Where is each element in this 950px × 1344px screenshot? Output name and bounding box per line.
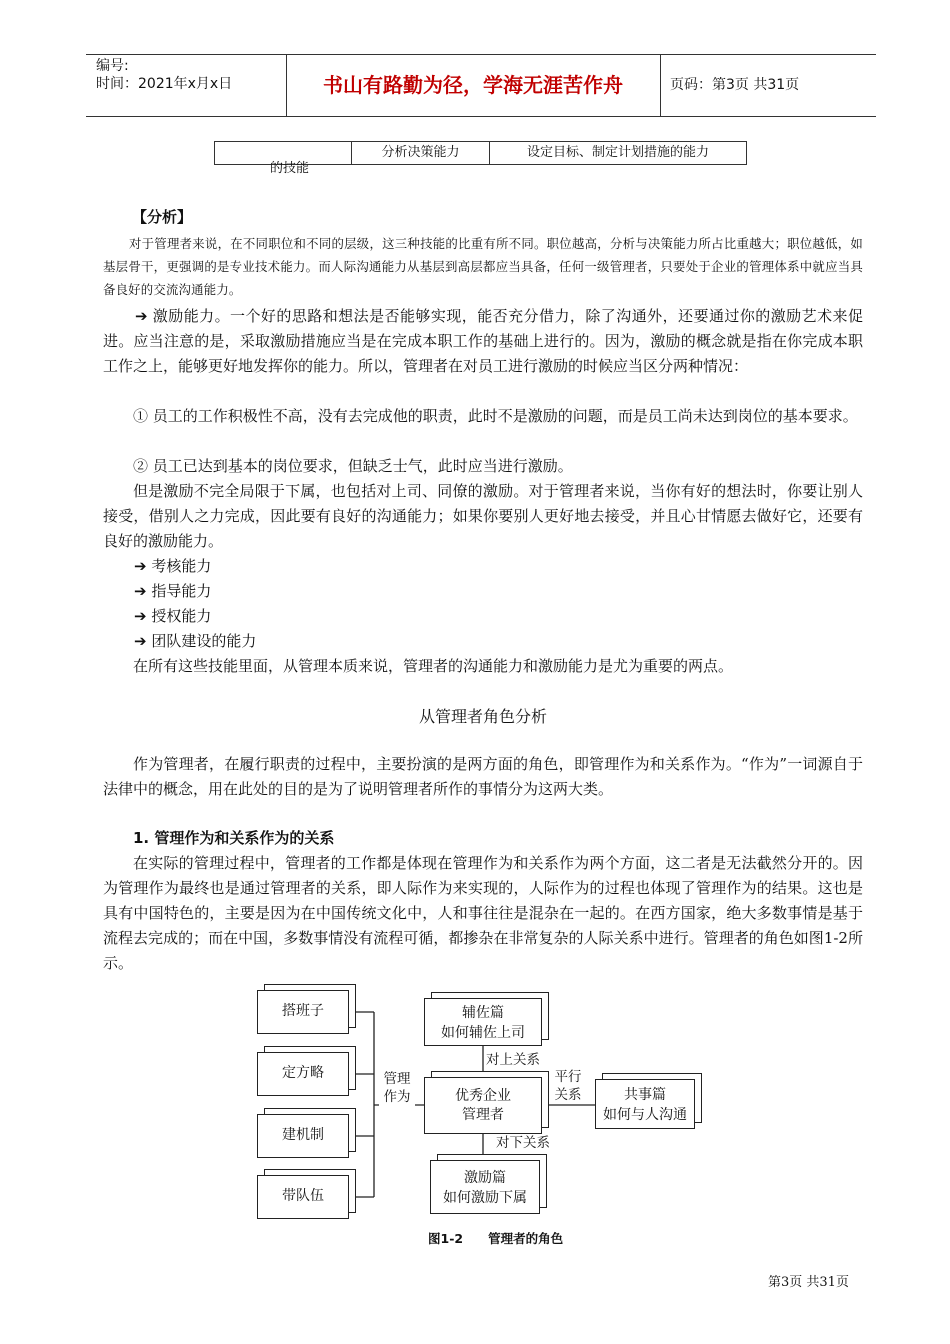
arrow-right-icon: ➔ (134, 607, 147, 625)
subsection-heading: 1. 管理作为和关系作为的关系 (133, 829, 335, 847)
paragraph: ② 员工已达到基本的岗位要求，但缺乏士气，此时应当进行激励。 (133, 457, 573, 475)
diagram-box-lead-team: 带队伍 (257, 1175, 349, 1219)
paragraph: ➔ 激励能力。一个好的思路和想法是否能够实现，能否充分借力，除了沟通外，还要通过你的激励艺术来促进。应当注意的是，采取激励措施应当是在完成本职工作的基础上进行的。因为，激励的概念就是指在你完成本职工作之上，能够更好地发挥你的能力。所以，管理者在对员工进行激励的时候应当区分两种情况： (103, 307, 863, 375)
diagram-label-downward: 对下关系 (496, 1135, 550, 1151)
header-page-info: 页码：第3页 共31页 (670, 77, 800, 93)
bullet-item: ➔ 授权能力 (134, 607, 212, 625)
arrow-right-icon: ➔ (134, 632, 147, 650)
table-cell-overflow-text: 的技能 (270, 161, 310, 176)
diagram-box-bottom: 激励篇 如何激励下属 (430, 1160, 540, 1214)
table-cell: 设定目标、制定计划措施的能力 (526, 145, 709, 160)
paragraph: 在所有这些技能里面，从管理本质来说，管理者的沟通能力和激励能力是尤为重要的两点。 (133, 657, 734, 675)
arrow-right-icon: ➔ (134, 582, 147, 600)
paragraph: 但是激励不完全局限于下属，也包括对上司、同僚的激励。对于管理者来说，当你有好的想法时，你要让别人接受，借别人之力完成，因此要有良好的沟通能力；如果你要别人更好地去接受，并且心甘情愿去做好它，还要有良好的激励能力。 (103, 482, 863, 550)
diagram-label-mgmt: 管理 作为 (379, 1070, 415, 1106)
section-title: 从管理者角色分析 (418, 707, 547, 726)
paragraph: ① 员工的工作积极性不高，没有去完成他的职责，此时不是激励的问题，而是员工尚未达到岗位的基本要求。 (133, 407, 858, 425)
bullet-item: ➔ 考核能力 (134, 557, 212, 575)
diagram-box-team: 搭班子 (257, 990, 349, 1034)
header-motto: 书山有路勤为径，学海无涯苦作舟 (323, 73, 623, 97)
diagram-label-peer: 平行 关系 (550, 1068, 586, 1104)
diagram-box-top: 辅佐篇 如何辅佐上司 (424, 998, 542, 1046)
diagram-label-upward: 对上关系 (486, 1052, 540, 1068)
footer-page-number: 第3页 共31页 (768, 1275, 849, 1290)
diagram-box-right: 共事篇 如何与人沟通 (595, 1079, 695, 1129)
analysis-heading: 【分析】 (132, 208, 193, 226)
bullet-item: ➔ 指导能力 (134, 582, 212, 600)
figure-caption: 图1-2 管理者的角色 (428, 1231, 564, 1246)
analysis-text: 对于管理者来说，在不同职位和不同的层级，这三种技能的比重有所不同。职位越高，分析与决策能力所占比重越大；职位越低，如基层骨干，更强调的是专业技术能力。而人际沟通能力从基层到高层都应当具备，任何一级管理者，只要处于企业的管理体系中就应当具备良好的交流沟通能力。 (103, 236, 863, 297)
doc-number-label: 编号: (96, 58, 129, 74)
diagram-box-center: 优秀企业 管理者 (424, 1077, 542, 1134)
diagram-box-mechanism: 建机制 (257, 1114, 349, 1158)
arrow-right-icon: ➔ (135, 307, 148, 325)
table-cell: 分析决策能力 (381, 145, 460, 160)
bullet-item: ➔ 团队建设的能力 (134, 632, 257, 650)
diagram-box-strategy: 定方略 (257, 1052, 349, 1096)
paragraph: 在实际的管理过程中，管理者的工作都是体现在管理作为和关系作为两个方面，这二者是无法截然分开的。因为管理作为最终也是通过管理者的关系，即人际作为来实现的，人际作为的过程也体现了管理作为的结果。这也是具有中国特色的，主要是因为在中国传统文化中，人和事往往是混杂在一起的。在西方国家，绝大多数事情是基于流程去完成的；而在中国，多数事情没有流程可循，都掺杂在非常复杂的人际关系中进行。管理者的角色如图1-2所示。 (103, 854, 863, 972)
paragraph: 作为管理者，在履行职责的过程中，主要扮演的是两方面的角色，即管理作为和关系作为。“作为”一词源自于法律中的概念，用在此处的目的是为了说明管理者所作的事情分为这两大类。 (103, 755, 863, 798)
arrow-right-icon: ➔ (134, 557, 147, 575)
doc-time-label: 时间：2021年x月x日 (96, 76, 233, 92)
